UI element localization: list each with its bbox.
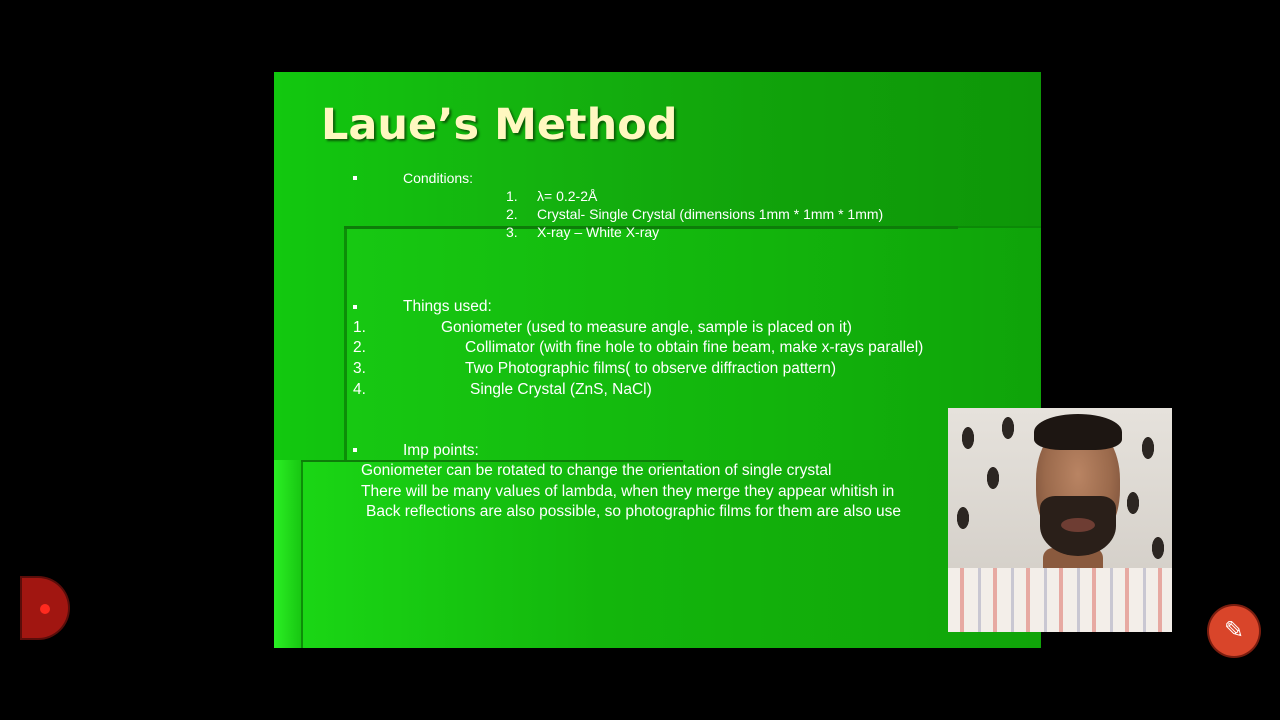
record-button[interactable] [22,578,68,638]
list-item: Collimator (with fine hole to obtain fine beam, make x-rays parallel) [465,339,924,356]
list-item: Single Crystal (ZnS, NaCl) [470,381,652,398]
list-item-number: 1. [506,188,518,204]
webcam-person-hair [1034,414,1122,450]
list-item: Crystal- Single Crystal (dimensions 1mm * 1mm * 1mm) [537,206,884,222]
list-item-number: 1. [353,319,366,336]
conditions-heading: Conditions: [403,170,474,186]
imp-point-line: There will be many values of lambda, when they merge they appear whitish in [361,483,895,500]
imp-point-line: Goniometer can be rotated to change the orientation of single crystal [361,462,832,479]
slide [274,72,1041,648]
list-item: Two Photographic films( to observe diffraction pattern) [465,360,837,377]
draw-button[interactable] [1209,606,1259,656]
record-icon [40,604,50,614]
list-item: λ= 0.2-2Å [537,188,598,204]
list-item-number: 3. [353,360,366,377]
list-item-number: 2. [353,339,366,356]
list-item-number: 4. [353,381,366,398]
pen-icon: ✎ [1223,617,1245,644]
list-item-number: 2. [506,206,518,222]
bullet-icon [353,176,357,180]
webcam-person-shirt [948,568,1172,632]
webcam-person-mouth [1061,518,1095,532]
slide-title: Laue’s Method [321,100,678,150]
bullet-icon [353,305,357,309]
list-item-number: 3. [506,224,518,240]
imp-points-heading: Imp points: [403,442,479,459]
webcam-overlay[interactable] [948,408,1172,632]
bullet-icon [353,448,357,452]
things-used-heading: Things used: [403,298,492,315]
list-item: X-ray – White X-ray [537,224,660,240]
list-item: Goniometer (used to measure angle, sample is placed on it) [441,319,852,336]
slide-decoration [274,460,301,648]
imp-point-line: Back reflections are also possible, so photographic films for them are also use [366,503,902,520]
